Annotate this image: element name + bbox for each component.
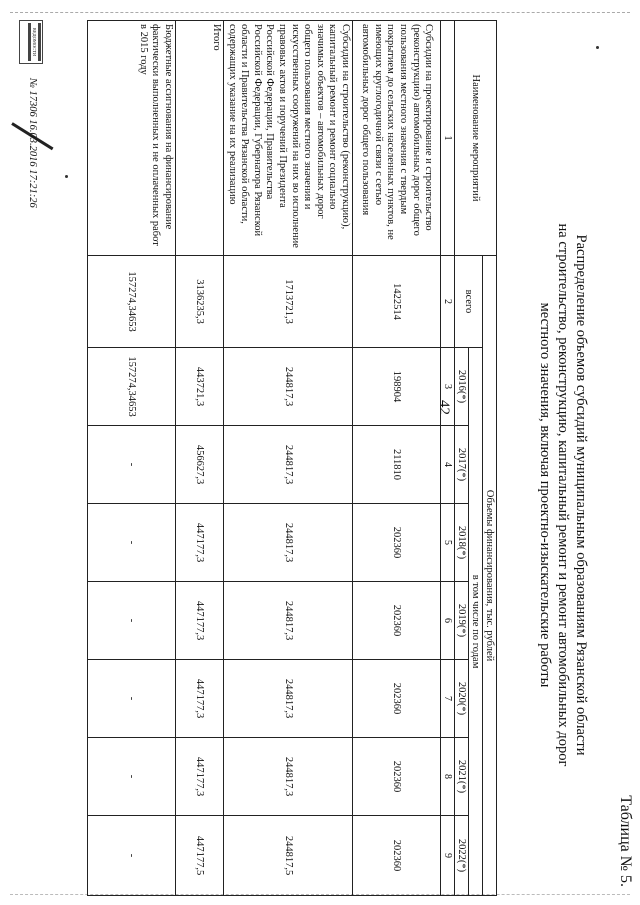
row-value: 202360 xyxy=(353,816,441,896)
header-year: 2022(*) xyxy=(455,816,469,896)
row-total: 3136235,3 xyxy=(176,256,224,348)
table-row xyxy=(224,21,353,896)
table-label: Таблица № 5. xyxy=(617,795,634,887)
header-year: 2021(*) xyxy=(455,738,469,816)
row-value: 244817,5 xyxy=(224,816,353,896)
header-year: 2019(*) xyxy=(455,582,469,660)
page-number: 42 xyxy=(436,400,452,415)
row-value: 244817,3 xyxy=(224,504,353,582)
row-value: 202360 xyxy=(353,504,441,582)
column-index: 4 xyxy=(441,426,455,504)
header-year: 2017(*) xyxy=(455,426,469,504)
stamp-text: ВЕДОМОСТИ xyxy=(32,27,37,57)
document-id: № 17306 16.03.2016 17:21:26 xyxy=(27,78,38,208)
row-value: - xyxy=(88,660,176,738)
document-footer xyxy=(19,20,43,320)
row-value: - xyxy=(88,426,176,504)
header-funding: Объемы финансирования, тыс. рублей xyxy=(483,256,497,896)
row-event: Субсидии на строительство (реконструкцию), капитальный ремонт и ремонт социально значимых объектов – автомобильных дорог общего пользования местного значения и искусственных сооружений на них во исполнение правовых актов и поручений Президента Российской Федерации, Правительства Российской Федерации, Губернатора Рязанской области и Правительства Рязанской области, содержащих указание на их реализацию xyxy=(224,21,353,256)
column-index-row xyxy=(441,21,455,896)
row-value: 443721,3 xyxy=(176,348,224,426)
row-value: 244817,3 xyxy=(224,660,353,738)
document-title xyxy=(536,90,590,900)
header-including: в том числе по годам xyxy=(469,348,483,896)
column-index: 5 xyxy=(441,504,455,582)
row-value: - xyxy=(88,582,176,660)
row-total: 1422514 xyxy=(353,256,441,348)
row-value: - xyxy=(88,816,176,896)
row-value: - xyxy=(88,504,176,582)
header-event: Наименование мероприятий xyxy=(455,21,497,256)
row-value: 157274,34653 xyxy=(88,348,176,426)
column-index: 9 xyxy=(441,816,455,896)
row-value: 447177,3 xyxy=(176,660,224,738)
column-index: 2 xyxy=(441,256,455,348)
row-value: - xyxy=(88,738,176,816)
header-total: всего xyxy=(455,256,483,348)
column-index: 7 xyxy=(441,660,455,738)
row-value: 456627,3 xyxy=(176,426,224,504)
table-row xyxy=(176,21,224,896)
row-value: 198904 xyxy=(353,348,441,426)
row-event: Бюджетные ассигнования на финансирование фактически выполненных и не оплаченных работ в 2015 году xyxy=(88,21,176,256)
funding-table xyxy=(87,20,497,896)
row-value: 447177,3 xyxy=(176,504,224,582)
column-index: 8 xyxy=(441,738,455,816)
row-value: 447177,3 xyxy=(176,582,224,660)
row-value: 447177,3 xyxy=(176,738,224,816)
row-value: 244817,3 xyxy=(224,738,353,816)
row-value: 447177,5 xyxy=(176,816,224,896)
row-value: 244817,3 xyxy=(224,582,353,660)
row-value: 211810 xyxy=(353,426,441,504)
column-index: 1 xyxy=(441,21,455,256)
header-year: 2018(*) xyxy=(455,504,469,582)
row-value: 202360 xyxy=(353,660,441,738)
column-index: 6 xyxy=(441,582,455,660)
row-value: 202360 xyxy=(353,738,441,816)
row-value: 202360 xyxy=(353,582,441,660)
header-year: 2020(*) xyxy=(455,660,469,738)
column-index: 3 xyxy=(441,348,455,426)
row-value: 244817,3 xyxy=(224,426,353,504)
row-value: 244817,3 xyxy=(224,348,353,426)
table-row xyxy=(88,21,176,896)
row-total: 157274,34653 xyxy=(88,256,176,348)
header-year: 2016(*) xyxy=(455,348,469,426)
registry-stamp xyxy=(19,20,43,64)
title-line: на строительство, реконструкцию, капитальный ремонт и ремонт автомобильных дорог xyxy=(555,223,571,767)
row-event: Субсидии на проектирование и строительство (реконструкцию) автомобильных дорог общего пользования местного значения с твердым покрытием до сельских населенных пунктов, не имеющих круглогодичной связи с сетью автомобильных дорог общего пользования xyxy=(353,21,441,256)
title-line: местного значения, включая проектно-изыскательские работы xyxy=(537,302,553,688)
table-row xyxy=(353,21,441,896)
row-event: Итого xyxy=(176,21,224,256)
title-line: Распределение объемов субсидий муниципальным образованиям Рязанской области xyxy=(573,234,589,756)
row-total: 1713721,3 xyxy=(224,256,353,348)
